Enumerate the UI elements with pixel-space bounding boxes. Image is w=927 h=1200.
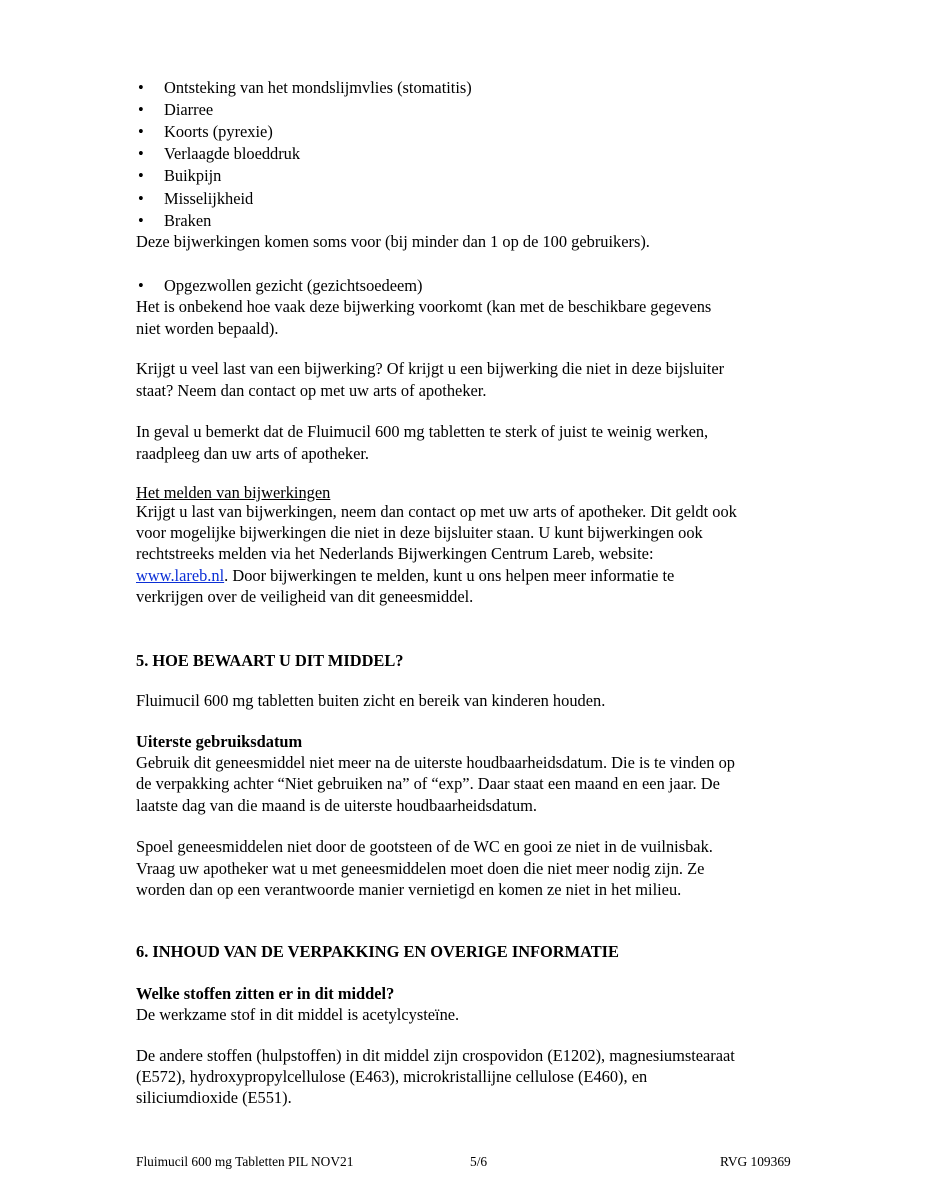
ingredients-heading: Welke stoffen zitten er in dit middel? bbox=[136, 984, 395, 1003]
expiry-heading: Uiterste gebruiksdatum bbox=[136, 732, 303, 751]
frequency-note: Het is onbekend hoe vaak deze bijwerking voorkomt (kan met de beschikbare gegevens bbox=[136, 297, 712, 316]
reporting-paragraph: verkrijgen over de veiligheid van dit geneesmiddel. bbox=[136, 587, 474, 606]
effect-paragraph: raadpleeg dan uw arts of apotheker. bbox=[136, 444, 370, 463]
footer-product: Fluimucil 600 mg Tabletten PIL NOV21 bbox=[136, 1154, 354, 1169]
frequency-note: Deze bijwerkingen komen soms voor (bij minder dan 1 op de 100 gebruikers). bbox=[136, 232, 650, 251]
disposal-paragraph: Spoel geneesmiddelen niet door de gootsteen of de WC en gooi ze niet in de vuilnisbak. bbox=[136, 837, 713, 856]
bullet-icon: • bbox=[138, 211, 144, 230]
reporting-paragraph: Krijgt u last van bijwerkingen, neem dan contact op met uw arts of apotheker. Dit geldt ook bbox=[136, 502, 737, 521]
excipients-paragraph: siliciumdioxide (E551). bbox=[136, 1088, 292, 1107]
expiry-paragraph: Gebruik dit geneesmiddel niet meer na de uiterste houdbaarheidsdatum. Die is te vinden op bbox=[136, 753, 735, 772]
document-page: • Ontsteking van het mondslijmvlies (stomatitis) • Diarree • Koorts (pyrexie) • Verlaagde bloeddruk • Buikpijn • Misselijkheid • Braken Deze bijwerkingen komen soms voor (bij minder dan 1 op de 100 gebruikers). • Opgezwollen gezicht (gezichtsoedeem) Het is onbekend hoe vaak deze bijwerking voorkomt (kan met de beschikbare gegevens niet worden bepaald). Krijgt u veel last van een bijwerking? Of krijgt u een bijwerking die niet in deze bijsluiter staat? Neem dan contact op met uw arts of apotheker. In geval u bemerkt dat de Fluimucil 600 mg tabletten te sterk of juist te weinig werken, raadpleeg dan uw arts of apotheker. Het melden van bijwerkingen Krijgt u last van bijwerkingen, neem dan contact op met uw arts of apotheker. Dit geldt ook voor mogelijke bijwerkingen die niet in deze bijsluiter staan. U kunt bijwerkingen ook rechtstreeks melden via het Nederlands Bijwerkingen Centrum Lareb, website: www.lareb.nl. Door bijwerkingen te melden, kunt u ons helpen meer informatie te verkrijgen over de veiligheid van dit geneesmiddel. 5. HOE BEWAART U DIT MIDDEL? Fluimucil 600 mg tabletten buiten zicht en bereik van kinderen houden. Uiterste gebruiksdatum Gebruik dit geneesmiddel niet meer na de uiterste houdbaarheidsdatum. Die is te vinden op de verpakking achter “Niet gebruiken na” of “exp”. Daar staat een maand en een jaar. De laatste dag van die maand is de uiterste houdbaarheidsdatum. Spoel geneesmiddelen niet door de gootsteen of de WC en gooi ze niet in de vuilnisbak. Vraag uw apotheker wat u met geneesmiddelen moet doen die niet meer nodig zijn. Ze worden dan op een verantwoorde manier vernietigd en komen ze niet in het milieu. 6. INHOUD VAN DE VERPAKKING EN OVERIGE INFORMATIE Welke stoffen zitten er in dit middel? De werkzame stof in dit middel is acetylcysteïne. De andere stoffen (hulpstoffen) in dit middel zijn crospovidon (E1202), magnesiumstearaat (E572), hydroxypropylcellulose (E463), microkristallijne cellulose (E460), en siliciumdioxide (E551). Fluimucil 600 mg Tabletten PIL NOV21 5/6 RVG 109369 bbox=[136, 78, 791, 1169]
contact-paragraph: staat? Neem dan contact op met uw arts of apotheker. bbox=[136, 381, 487, 400]
section-6-heading: 6. INHOUD VAN DE VERPAKKING EN OVERIGE INFORMATIE bbox=[136, 942, 619, 961]
excipients-paragraph: (E572), hydroxypropylcellulose (E463), microkristallijne cellulose (E460), en bbox=[136, 1067, 648, 1086]
reporting-paragraph: rechtstreeks melden via het Nederlands Bijwerkingen Centrum Lareb, website: bbox=[136, 544, 654, 563]
reporting-paragraph: www.lareb.nl. Door bijwerkingen te melden, kunt u ons helpen meer informatie te bbox=[136, 566, 675, 585]
reporting-heading: Het melden van bijwerkingen bbox=[136, 483, 331, 502]
excipients-paragraph: De andere stoffen (hulpstoffen) in dit middel zijn crospovidon (E1202), magnesiumstearaat bbox=[136, 1046, 735, 1065]
contact-paragraph: Krijgt u veel last van een bijwerking? Of krijgt u een bijwerking die niet in deze bijsluiter bbox=[136, 359, 725, 378]
bullet-icon: • bbox=[138, 189, 144, 208]
active-substance-line: De werkzame stof in dit middel is acetylcysteïne. bbox=[136, 1005, 460, 1024]
footer-page-number: 5/6 bbox=[470, 1154, 488, 1169]
disposal-paragraph: Vraag uw apotheker wat u met geneesmiddelen moet doen die niet meer nodig zijn. Ze bbox=[136, 859, 705, 878]
section-5-heading: 5. HOE BEWAART U DIT MIDDEL? bbox=[136, 651, 404, 670]
bullet-icon: • bbox=[138, 100, 144, 119]
lareb-link[interactable]: www.lareb.nl bbox=[136, 566, 225, 585]
bullet-icon: • bbox=[138, 144, 144, 163]
expiry-paragraph: de verpakking achter “Niet gebruiken na” of “exp”. Daar staat een maand en een jaar. De bbox=[136, 774, 720, 793]
effect-paragraph: In geval u bemerkt dat de Fluimucil 600 mg tabletten te sterk of juist te weinig werken, bbox=[136, 422, 709, 441]
bullet-icon: • bbox=[138, 276, 144, 295]
frequency-note: niet worden bepaald). bbox=[136, 319, 279, 338]
bullet-icon: • bbox=[138, 122, 144, 141]
bullet-icon: • bbox=[138, 78, 144, 97]
storage-line: Fluimucil 600 mg tabletten buiten zicht en bereik van kinderen houden. bbox=[136, 691, 606, 710]
footer-registration: RVG 109369 bbox=[720, 1154, 791, 1169]
bullet-icon: • bbox=[138, 166, 144, 185]
expiry-paragraph: laatste dag van die maand is de uiterste houdbaarheidsdatum. bbox=[136, 796, 537, 815]
disposal-paragraph: worden dan op een verantwoorde manier vernietigd en komen ze niet in het milieu. bbox=[136, 880, 682, 899]
reporting-paragraph: voor mogelijke bijwerkingen die niet in deze bijsluiter staan. U kunt bijwerkingen ook bbox=[136, 523, 703, 542]
